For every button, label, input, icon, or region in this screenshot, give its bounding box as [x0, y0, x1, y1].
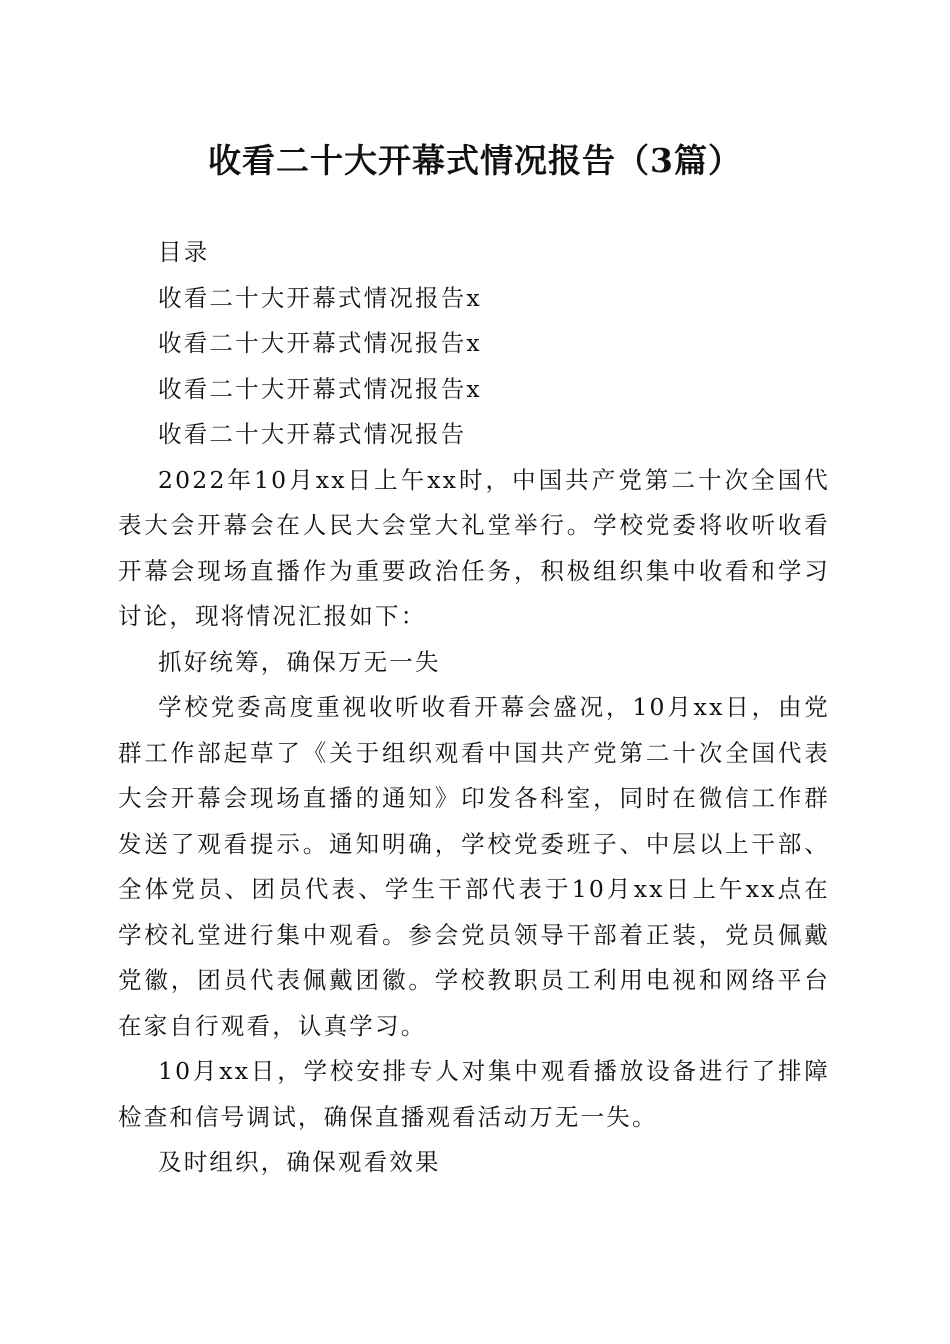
section-title: 收看二十大开幕式情况报告 — [158, 420, 467, 448]
document-body — [118, 230, 830, 1186]
body-paragraph: 学校党委高度重视收听收看开幕会盛况，10月xx日，由党群工作部起草了《关于组织观看中国共产党第二十次全国代表大会开幕会现场直播的通知》印发各科室，同时在微信工作群发送了观看提示。通知明确，学校党委班子、中层以上干部、全体党员、团员代表、学生干部代表于10月xx日上午xx点在学校礼堂进行集中观看。参会党员领导干部着正装，党员佩戴党徽，团员代表佩戴团徽。学校教职员工利用电视和网络平台在家自行观看，认真学习。 — [118, 693, 830, 1040]
toc-entry: 收看二十大开幕式情况报告x — [158, 329, 482, 357]
section-heading: 抓好统筹，确保万无一失 — [158, 647, 441, 676]
toc-entry: 收看二十大开幕式情况报告x — [158, 283, 482, 312]
body-paragraph: 10月xx日，学校安排专人对集中观看播放设备进行了排障检查和信号调试，确保直播观看活动万无一失。 — [118, 1057, 830, 1131]
body-paragraph: 2022年10月xx日上午xx时，中国共产党第二十次全国代表大会开幕会在人民大会堂大礼堂举行。学校党委将收听收看开幕会现场直播作为重要政治任务，积极组织集中收看和学习讨论，现将情况汇报如下： — [118, 465, 830, 630]
section-heading: 及时组织，确保观看效果 — [158, 1148, 441, 1176]
toc-heading: 目录 — [158, 238, 210, 266]
document-title: 收看二十大开幕式情况报告（3篇） — [208, 141, 742, 180]
toc-entry: 收看二十大开幕式情况报告x — [158, 374, 482, 403]
